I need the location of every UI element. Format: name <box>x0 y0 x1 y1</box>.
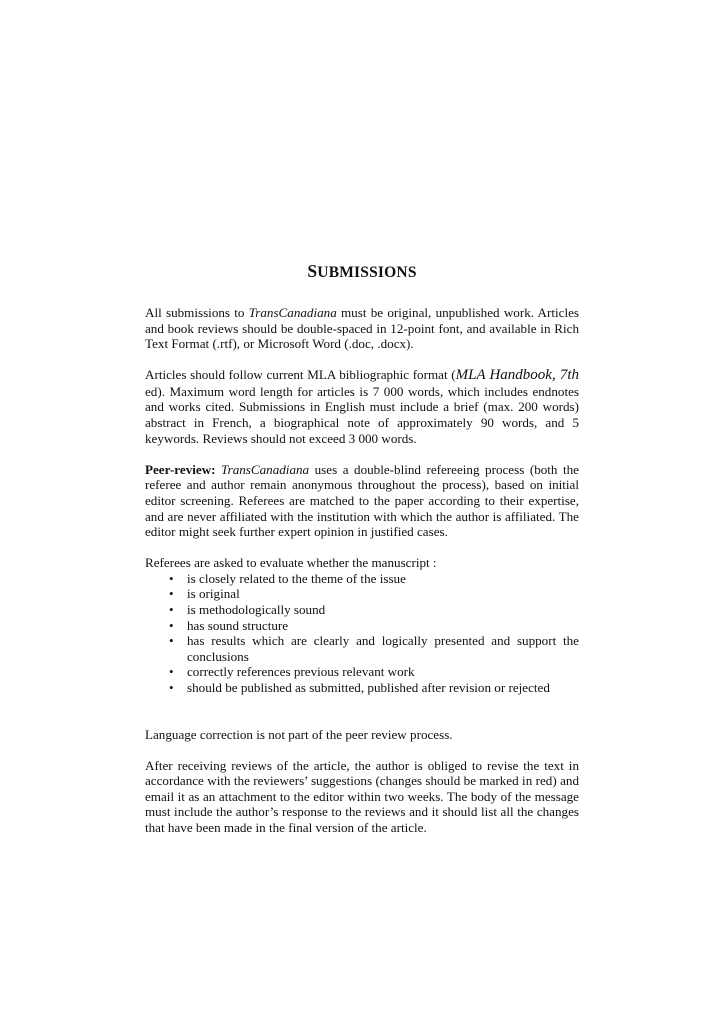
paragraph-peer-review <box>145 462 579 540</box>
bullet-icon: • <box>169 679 174 695</box>
bullet-icon: • <box>169 586 174 602</box>
list-item <box>145 680 579 696</box>
peer-review-label: Peer-review: <box>145 461 216 477</box>
title-first-letter: S <box>307 261 318 281</box>
p3-after: uses a double-blind refereeing process (both the referee and author remain anonymous throughout the process), based on initial editor screening. Referees are matched to the paper according to their expertise, and are never affiliated with the institution with which the author is affiliated. The editor might seek further expert opinion in justified cases. <box>145 461 579 540</box>
paragraph-originality <box>145 305 579 352</box>
p1-before: All submissions to <box>145 305 249 320</box>
p1-after: must be original, unpublished work. Articles and book reviews should be double-spaced in 12-point font, and available in Rich Text Format (.rtf), or Microsoft Word (.doc, .docx). <box>145 305 579 352</box>
criteria-list <box>145 571 579 696</box>
journal-name: TransCanadiana <box>248 305 337 320</box>
list-item <box>145 602 579 618</box>
list-item <box>145 618 579 634</box>
list-item <box>145 586 579 602</box>
paragraph-language: Language correction is not part of the peer review process. <box>145 726 453 742</box>
title-rest: UBMISSIONS <box>317 264 417 281</box>
page-title <box>145 262 579 282</box>
list-item-text: has sound structure <box>187 617 289 633</box>
list-item-text: is original <box>187 586 240 602</box>
bullet-icon: • <box>169 570 174 586</box>
list-item <box>145 633 579 664</box>
bullet-icon: • <box>169 664 174 680</box>
list-item <box>145 664 579 680</box>
list-item-text: is methodologically sound <box>187 602 326 617</box>
p2-before: Articles should follow current MLA bibliographic format ( <box>145 367 456 383</box>
submissions-page <box>145 262 579 851</box>
journal-name: TransCanadiana <box>221 461 310 477</box>
criteria-intro: Referees are asked to evaluate whether the manuscript : <box>145 555 437 571</box>
paragraph-revision: After receiving reviews of the article, the author is obliged to revise the text in accordance with the reviewers’ suggestions (changes should be marked in red) and email it as an attachment to the editor within two weeks. The body of the message must include the author’s response to the reviews and it should list all the changes that have been made in the final version of the article. <box>145 757 579 836</box>
list-item-text: should be published as submitted, published after revision or rejected <box>187 679 550 695</box>
bullet-icon: • <box>169 602 174 617</box>
list-item-text: is closely related to the theme of the issue <box>187 570 406 586</box>
list-item-text: correctly references previous relevant work <box>187 664 415 680</box>
mla-handbook-title: MLA Handbook, 7th <box>455 367 580 384</box>
list-item-text: has results which are clearly and logically presented and support the conclusions <box>187 633 579 664</box>
p2-after: ed). Maximum word length for articles is 7 000 words, which includes endnotes and works cited. Submissions in English must include a brief (max. 200 words) abstract in French, a biographical note of approximately 90 words, and 5 keywords. Reviews should not exceed 3 000 words. <box>145 383 579 446</box>
bullet-icon: • <box>169 617 174 633</box>
bullet-icon: • <box>169 633 174 649</box>
paragraph-format <box>145 367 579 446</box>
list-item <box>145 571 579 587</box>
